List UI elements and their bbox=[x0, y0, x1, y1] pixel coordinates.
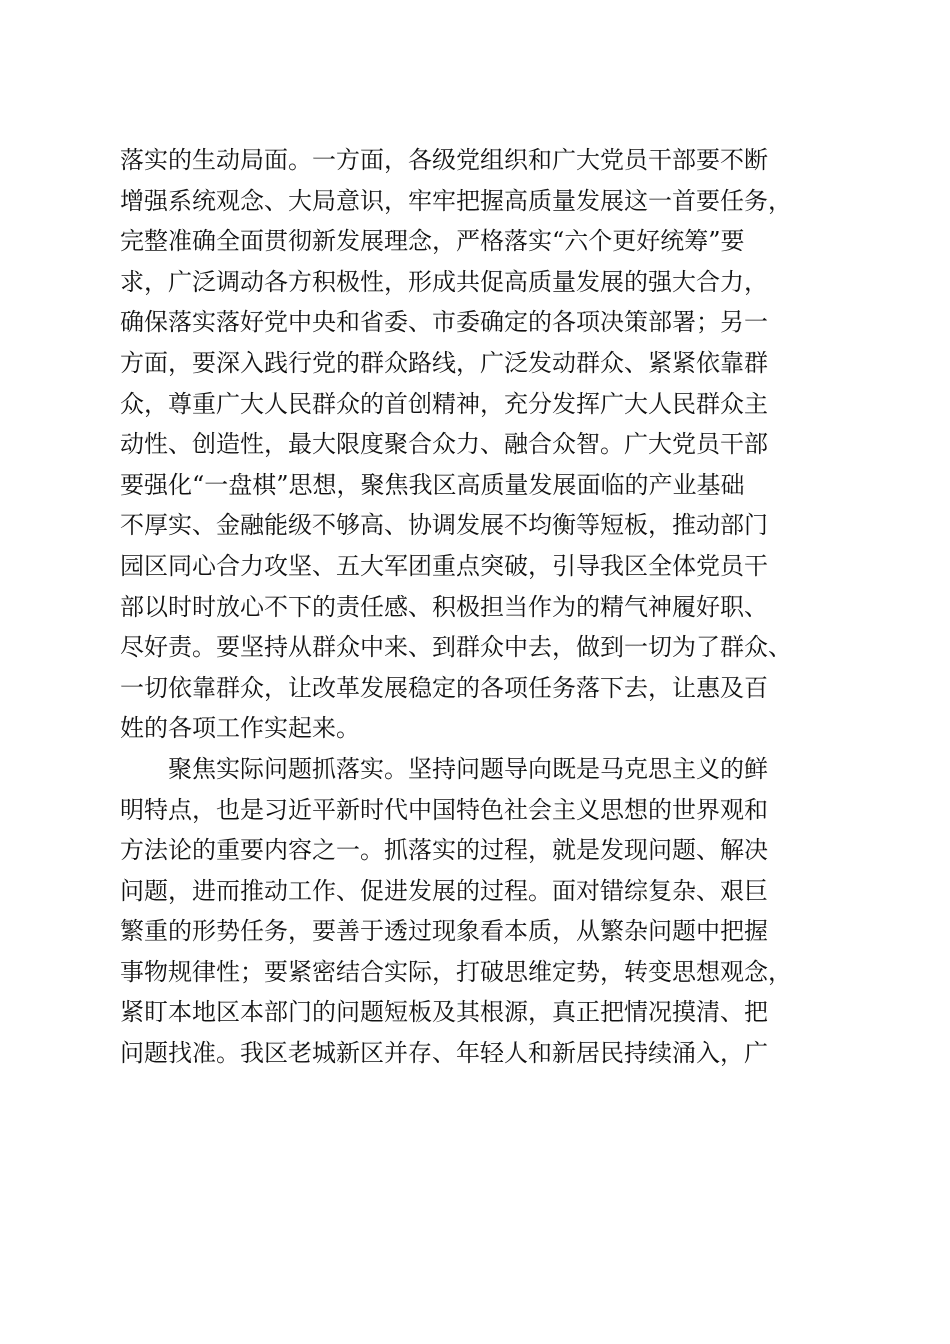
text-line: 增强系统观念、大局意识，牢牢把握高质量发展这一首要任务， bbox=[120, 186, 792, 215]
text-line: 园区同心合力攻坚、五大军团重点突破，引导我区全体党员干 bbox=[120, 551, 768, 580]
text-line: 问题找准。我区老城新区并存、年轻人和新居民持续涌入，广 bbox=[120, 1039, 768, 1068]
text-line: 紧盯本地区本部门的问题短板及其根源，真正把情况摸清、把 bbox=[120, 998, 768, 1027]
text-line: 部以时时放心不下的责任感、积极担当作为的精气神履好职、 bbox=[120, 592, 768, 621]
paragraph-start-line: 聚焦实际问题抓落实。坚持问题导向既是马克思主义的鲜 bbox=[168, 754, 768, 783]
text-line: 姓的各项工作实起来。 bbox=[120, 714, 360, 743]
text-line: 明特点，也是习近平新时代中国特色社会主义思想的世界观和 bbox=[120, 795, 768, 824]
text-line: 一切依靠群众，让改革发展稳定的各项任务落下去，让惠及百 bbox=[120, 673, 768, 702]
text-line: 事物规律性；要紧密结合实际，打破思维定势，转变思想观念， bbox=[120, 957, 792, 986]
text-line: 方面，要深入践行党的群众路线，广泛发动群众、紧紧依靠群 bbox=[120, 348, 768, 377]
text-line: 问题，进而推动工作、促进发展的过程。面对错综复杂、艰巨 bbox=[120, 876, 768, 905]
text-line: 落实的生动局面。一方面，各级党组织和广大党员干部要不断 bbox=[120, 146, 768, 174]
text-line: 确保落实落好党中央和省委、市委确定的各项决策部署；另一 bbox=[120, 308, 768, 337]
text-line: 不厚实、金融能级不够高、协调发展不均衡等短板，推动部门 bbox=[120, 511, 768, 540]
text-line: 方法论的重要内容之一。抓落实的过程，就是发现问题、解决 bbox=[120, 836, 768, 865]
text-line: 要强化“一盘棋”思想，聚焦我区高质量发展面临的产业基础 bbox=[120, 470, 745, 499]
text-line: 尽好责。要坚持从群众中来、到群众中去，做到一切为了群众、 bbox=[120, 633, 792, 662]
text-line: 动性、创造性，最大限度聚合众力、融合众智。广大党员干部 bbox=[120, 430, 768, 459]
text-line: 繁重的形势任务，要善于透过现象看本质，从繁杂问题中把握 bbox=[120, 917, 768, 946]
text-line: 众，尊重广大人民群众的首创精神，充分发挥广大人民群众主 bbox=[120, 389, 768, 418]
body-text bbox=[120, 140, 840, 1074]
text-line: 完整准确全面贯彻新发展理念，严格落实“六个更好统筹”要 bbox=[120, 227, 745, 256]
text-line: 求，广泛调动各方积极性，形成共促高质量发展的强大合力， bbox=[120, 267, 768, 296]
